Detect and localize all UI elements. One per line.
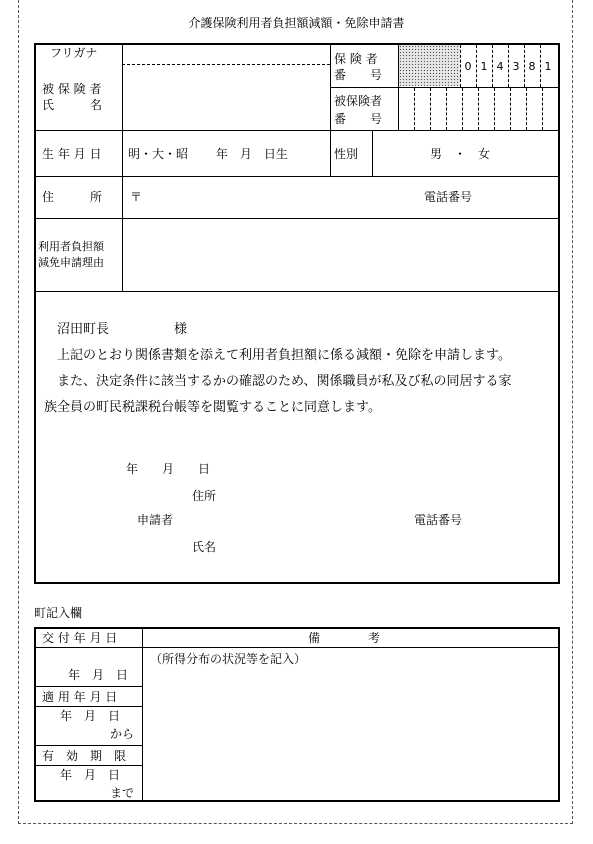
issue-date-value: 年 月 日 [68, 668, 129, 682]
row-divider [34, 176, 560, 177]
insurer-digit: 1 [544, 60, 552, 73]
applicant-phone-label: 電話番号 [414, 513, 463, 527]
sex-label: 性別 [334, 147, 359, 161]
application-form [34, 43, 560, 584]
insured-number-label-2: 番 号 [334, 112, 383, 126]
insurer-digit: 8 [528, 60, 536, 73]
furigana-label: フリガナ [50, 46, 98, 60]
digit-divider [524, 45, 525, 87]
application-date: 年 月 日 [126, 462, 211, 476]
digit-divider [476, 45, 477, 87]
digit-divider [510, 88, 511, 130]
valid-period-value: 年 月 日 [60, 768, 121, 782]
reason-label: 利用者負担額 [38, 240, 104, 253]
applicant-address-label: 住所 [192, 489, 217, 503]
digit-divider [478, 88, 479, 130]
sex-value: 男 ・ 女 [430, 147, 491, 161]
reason-label-2: 減免申請理由 [38, 256, 104, 269]
row-divider [34, 706, 142, 707]
insurer-number-label-2: 番 号 [334, 68, 383, 82]
hatched-cell [399, 45, 460, 86]
statement-line-1: 上記のとおり関係書類を添えて利用者負担額に係る減額・免除を申請します。 [57, 348, 511, 363]
town-section-heading: 町記入欄 [34, 606, 83, 620]
row-divider [34, 686, 142, 687]
form-title: 介護保険利用者負担額減額・免除申請書 [188, 16, 405, 30]
issue-date-label: 交 付 年 月 日 [42, 631, 118, 645]
digit-divider [414, 88, 415, 130]
digit-divider [508, 45, 509, 87]
digit-divider [526, 88, 527, 130]
statement-line-2: また、決定条件に該当するかの確認のため、関係職員が私及び私の同居する家 [57, 374, 512, 389]
column-divider [372, 130, 373, 176]
insurer-digit: 3 [512, 60, 520, 73]
digit-divider [446, 88, 447, 130]
insured-number-label: 被保険者 [334, 94, 383, 108]
address-label: 住 所 [42, 190, 103, 204]
furigana-divider [122, 64, 330, 65]
digit-divider [492, 45, 493, 87]
phone-label: 電話番号 [424, 190, 473, 204]
column-divider [330, 43, 331, 176]
row-divider [34, 130, 560, 131]
insurer-digit: 1 [480, 60, 488, 73]
remarks-hint: （所得分布の状況等を記入） [150, 652, 307, 666]
row-divider [34, 218, 560, 219]
applicant-label: 申請者 [137, 513, 174, 527]
digit-divider [462, 88, 463, 130]
row-divider [34, 647, 560, 648]
row-divider [34, 765, 142, 766]
valid-period-label: 有 効 期 限 [42, 749, 127, 763]
apply-date-label: 適 用 年 月 日 [42, 690, 118, 704]
addressee: 沼田町長 様 [57, 322, 188, 337]
insurer-digit: 4 [496, 60, 504, 73]
postal-mark: 〒 [130, 190, 143, 204]
applicant-name-label: 氏名 [192, 540, 217, 554]
birthdate-value: 明・大・昭 年 月 日生 [128, 147, 288, 161]
insured-name-label: 被 保 険 者 [42, 82, 102, 96]
digit-divider [542, 88, 543, 130]
from-label: から [110, 727, 135, 741]
insured-name-label-2: 氏 名 [42, 98, 103, 112]
until-label: まで [110, 786, 135, 800]
row-divider [34, 745, 142, 746]
apply-date-value: 年 月 日 [60, 709, 121, 723]
insurer-number-label: 保 険 者 [334, 52, 378, 66]
statement-line-3: 族全員の町民税課税台帳等を閲覧することに同意します。 [44, 400, 381, 415]
birthdate-label: 生 年 月 日 [42, 147, 102, 161]
column-divider [142, 627, 143, 802]
digit-divider [430, 88, 431, 130]
digit-divider [460, 45, 461, 87]
insurer-digit: 0 [464, 60, 472, 73]
remarks-label: 備 考 [308, 631, 381, 645]
label-column-divider [122, 43, 123, 291]
digit-divider [494, 88, 495, 130]
digit-divider [540, 45, 541, 87]
row-divider [34, 291, 560, 292]
